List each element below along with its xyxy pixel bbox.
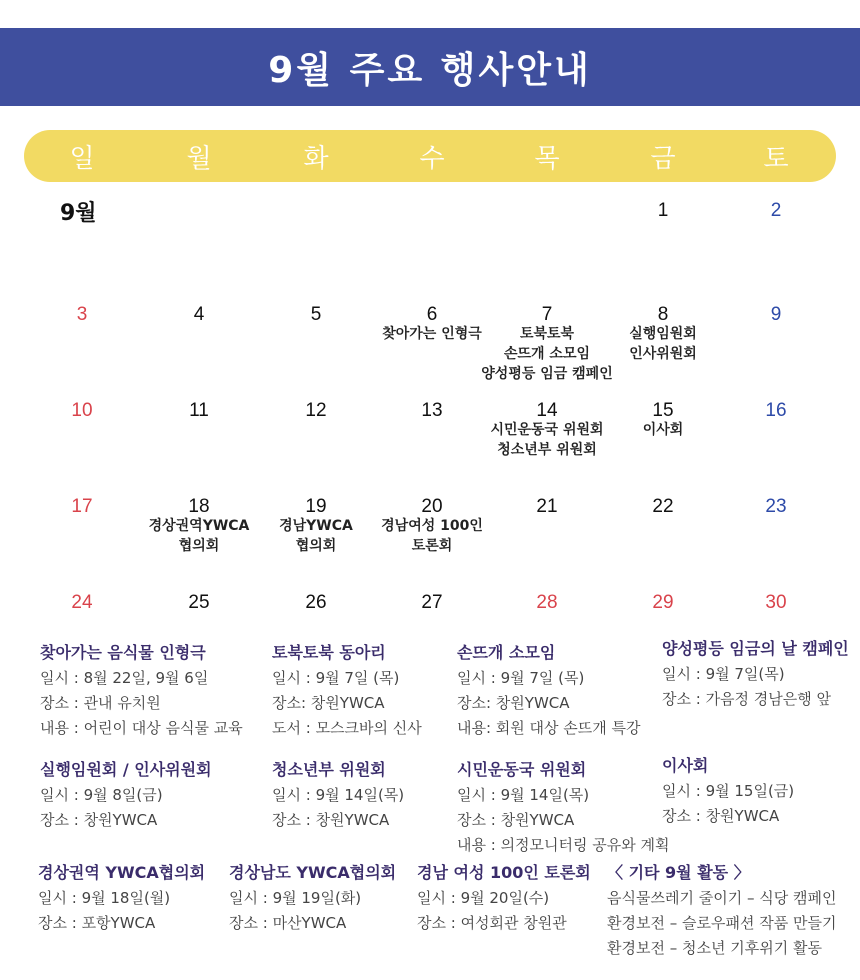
weekday-label: 수: [419, 143, 445, 174]
weekday-label: 월: [186, 143, 212, 174]
month-label: 9월: [60, 201, 97, 226]
event-label: 토론회: [411, 538, 453, 554]
event-detail-line: 장소 : 마산YWCA: [229, 914, 347, 932]
event-detail-line: 일시 : 8월 22일, 9월 6일: [40, 669, 209, 687]
calendar-day: 28: [536, 592, 558, 613]
event-label: 인사위원회: [629, 346, 697, 362]
event-detail-line: 장소 : 창원YWCA: [457, 811, 575, 829]
event-detail-line: 장소 : 가음정 경남은행 앞: [662, 690, 832, 708]
event-detail: [40, 757, 212, 833]
event-label: 토북토북: [519, 326, 575, 342]
calendar-day: 10: [71, 400, 93, 421]
calendar-day: 25: [188, 592, 210, 613]
event-detail-line: 내용 : 의정모니터링 공유와 계획: [457, 836, 670, 854]
event-detail-title: 경상남도 YWCA협의회: [229, 863, 397, 882]
calendar-day: 19: [305, 496, 327, 517]
event-detail: [272, 640, 422, 741]
event-detail-line: 장소 : 창원YWCA: [662, 807, 780, 825]
event-detail-line: 장소 : 관내 유치원: [40, 694, 161, 712]
calendar-day: 24: [71, 592, 93, 613]
event-detail: [457, 757, 670, 858]
weekday-label: 토: [763, 143, 789, 174]
event-detail-title: 〈 기타 9월 활동 〉: [607, 863, 750, 882]
event-detail-line: 일시 : 9월 7일(목): [662, 665, 785, 683]
event-detail-title: 찾아가는 음식물 인형극: [40, 643, 206, 662]
event-label: 이사회: [642, 422, 684, 438]
weekday-label: 금: [650, 143, 676, 174]
calendar-day: 18: [188, 496, 210, 517]
event-detail: [417, 860, 591, 936]
event-detail-title: 토북토북 동아리: [272, 643, 386, 662]
event-detail-line: 일시 : 9월 20일(수): [417, 889, 550, 907]
event-label: 경상권역YWCA: [148, 518, 250, 534]
calendar-day: 21: [536, 496, 558, 517]
calendar-day: 27: [421, 592, 443, 613]
event-detail-line: 일시 : 9월 18일(월): [38, 889, 171, 907]
calendar-day: 23: [765, 496, 787, 517]
event-detail-title: 실행임원회 / 인사위원회: [40, 760, 212, 779]
event-detail-line: 장소 : 여성회관 창원관: [417, 914, 567, 932]
event-detail: [229, 860, 396, 936]
event-detail-title: 경남 여성 100인 토론회: [417, 863, 591, 882]
event-detail-title: 이사회: [662, 756, 709, 775]
event-detail: [662, 636, 849, 712]
event-label: 협의회: [178, 538, 220, 554]
event-detail-line: 일시 : 9월 8일(금): [40, 786, 163, 804]
event-detail-line: 내용: 회원 대상 손뜨개 특강: [457, 719, 641, 737]
event-detail: [40, 640, 243, 741]
event-detail-line: 장소: 창원YWCA: [457, 694, 570, 712]
event-detail: [272, 757, 404, 833]
calendar-day: 13: [421, 400, 443, 421]
event-detail-line: 장소 : 포항YWCA: [38, 914, 156, 932]
calendar-day: 30: [765, 592, 787, 613]
event-detail-line: 장소: 창원YWCA: [272, 694, 385, 712]
event-label: 경남여성 100인: [381, 518, 483, 534]
event-detail-line: 일시 : 9월 14일(목): [272, 786, 405, 804]
weekday-label: 목: [534, 143, 560, 174]
event-detail: [662, 753, 794, 829]
day-events: [588, 420, 738, 440]
event-label: 손뜨개 소모임: [503, 346, 591, 362]
calendar-day: 11: [189, 400, 209, 421]
calendar-day: 8: [657, 304, 669, 325]
event-detail-line: 도서 : 모스크바의 신사: [272, 719, 422, 737]
weekday-header: [24, 130, 836, 182]
event-detail-title: 시민운동국 위원회: [457, 760, 587, 779]
event-detail: [38, 860, 205, 936]
calendar-day: 9: [770, 304, 782, 325]
event-detail-line: 장소 : 창원YWCA: [272, 811, 390, 829]
calendar-day: 15: [652, 400, 674, 421]
calendar-day: 20: [421, 496, 443, 517]
event-label: 찾아가는 인형극: [382, 326, 482, 342]
calendar-day: 12: [305, 400, 327, 421]
header-banner: [0, 28, 860, 106]
calendar-day: 5: [310, 304, 322, 325]
event-detail-line: 내용 : 어린이 대상 음식물 교육: [40, 719, 243, 737]
event-detail-line: 환경보전 – 청소년 기후위기 활동: [607, 939, 822, 957]
calendar-day: 17: [71, 496, 93, 517]
event-detail-title: 청소년부 위원회: [272, 760, 386, 779]
event-detail: [607, 860, 836, 961]
calendar-day: 16: [765, 400, 787, 421]
calendar-day: 22: [652, 496, 674, 517]
event-detail-line: 일시 : 9월 7일 (목): [272, 669, 400, 687]
event-detail-title: 양성평등 임금의 날 캠페인: [662, 639, 849, 658]
day-events: [357, 516, 507, 556]
event-detail-line: 음식물쓰레기 줄이기 – 식당 캠페인: [607, 889, 837, 907]
weekday-label: 일: [69, 143, 95, 174]
event-detail-line: 일시 : 9월 7일 (목): [457, 669, 585, 687]
weekday-label: 화: [303, 143, 329, 174]
event-detail-line: 환경보전 – 슬로우패션 작품 만들기: [607, 914, 837, 932]
event-label: 협의회: [295, 538, 337, 554]
event-detail: [457, 640, 641, 741]
calendar-day: 3: [76, 304, 88, 325]
event-label: 실행임원회: [629, 326, 697, 342]
event-detail-title: 경상권역 YWCA협의회: [38, 863, 206, 882]
day-events: [588, 324, 738, 364]
calendar-day: 14: [536, 400, 558, 421]
calendar-day: 26: [305, 592, 327, 613]
event-detail-line: 일시 : 9월 14일(목): [457, 786, 590, 804]
event-label: 청소년부 위원회: [497, 442, 597, 458]
calendar-day: 6: [426, 304, 438, 325]
calendar-day: 1: [657, 200, 669, 221]
event-detail-line: 일시 : 9월 15일(금): [662, 782, 795, 800]
calendar-day: 2: [770, 200, 782, 221]
event-detail-line: 장소 : 창원YWCA: [40, 811, 158, 829]
event-label: 양성평등 임금 캠페인: [481, 366, 613, 382]
calendar-day: 29: [652, 592, 674, 613]
event-detail-line: 일시 : 9월 19일(화): [229, 889, 362, 907]
calendar-day: 7: [541, 304, 553, 325]
calendar-day: 4: [193, 304, 205, 325]
event-label: 시민운동국 위원회: [490, 422, 604, 438]
event-label: 경남YWCA: [279, 518, 353, 534]
page-title: 9월 주요 행사안내: [268, 49, 592, 91]
event-detail-title: 손뜨개 소모임: [457, 643, 556, 662]
